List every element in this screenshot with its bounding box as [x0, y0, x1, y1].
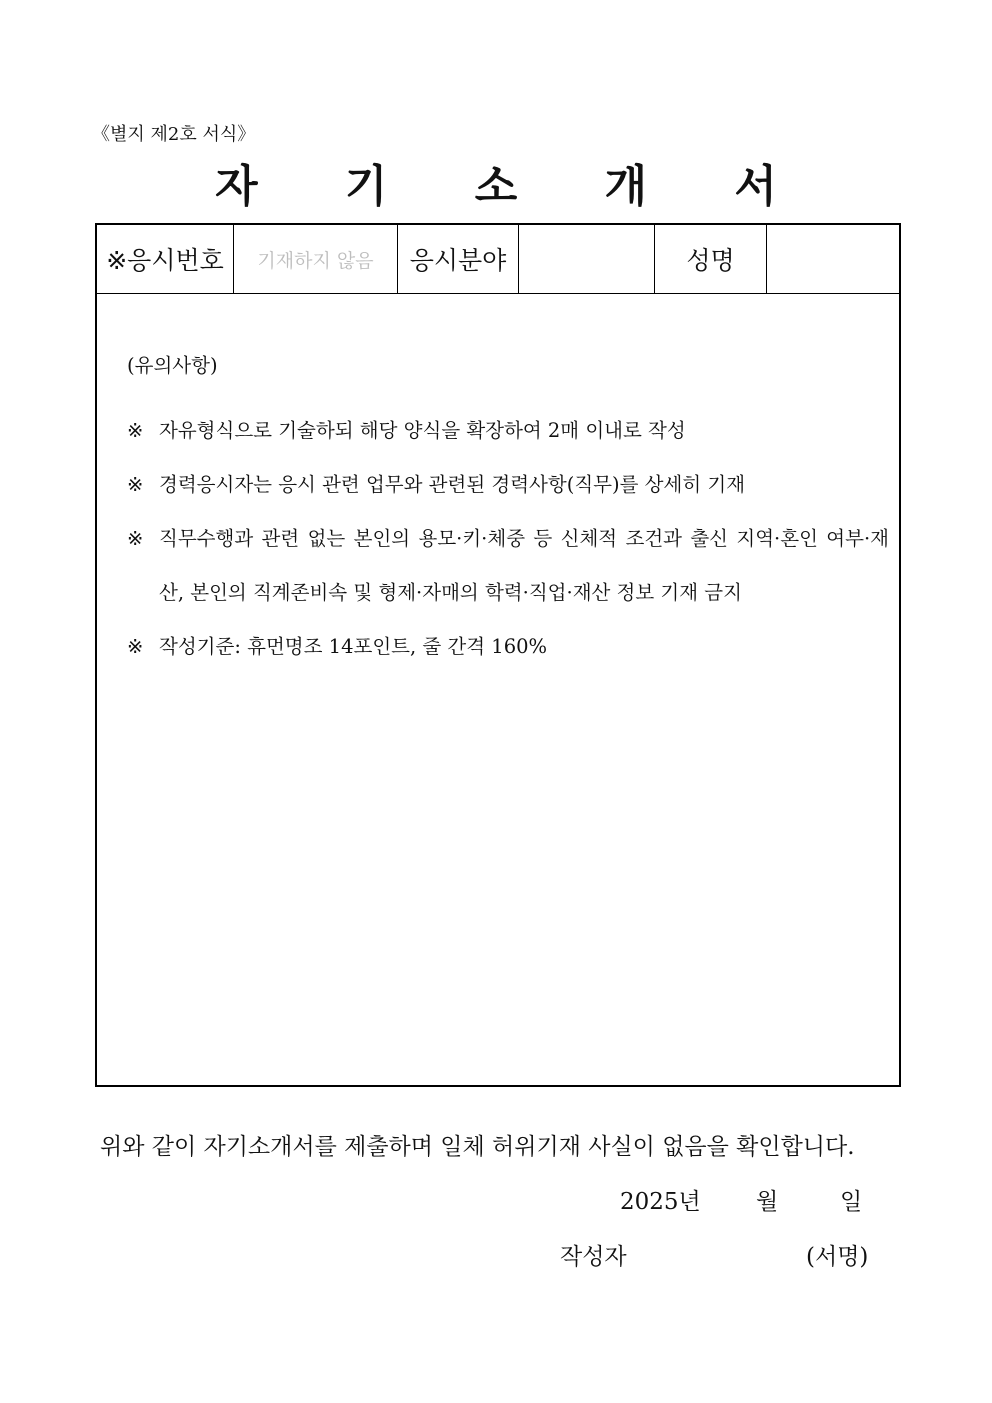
instruction-item — [127, 458, 889, 512]
reference-mark: ※ — [127, 473, 144, 496]
applicant-info-row — [97, 225, 899, 294]
reference-mark: ※ — [127, 419, 144, 442]
signer-label: 작성자 — [560, 1244, 627, 1270]
instruction-text: 자유형식으로 기술하되 해당 양식을 확장하여 2매 이내로 작성 — [159, 419, 686, 442]
reference-mark: ※ — [127, 635, 144, 658]
confirmation-statement: 위와 같이 자기소개서를 제출하며 일체 허위기재 사실이 없음을 확인합니다. — [100, 1134, 855, 1160]
reference-mark: ※ — [127, 527, 144, 550]
instructions-section — [127, 350, 889, 674]
name-input[interactable] — [767, 225, 899, 293]
field-label: 응시분야 — [398, 225, 519, 293]
instruction-text: 직무수행과 관련 없는 본인의 용모·키·체중 등 신체적 조건과 출신 지역·혼인 여부·재산, 본인의 직계존비속 및 형제·자매의 학력·직업·재산 정보 기재 금지 — [159, 527, 889, 604]
field-input[interactable] — [519, 225, 655, 293]
instruction-item — [127, 404, 889, 458]
signature-placeholder: (서명) — [806, 1244, 869, 1270]
exam-number-field: 기재하지 않음 — [234, 225, 398, 293]
exam-number-label: ※응시번호 — [97, 225, 234, 293]
instruction-text: 경력응시자는 응시 관련 업무와 관련된 경력사항(직무)를 상세히 기재 — [159, 473, 746, 496]
name-label: 성명 — [655, 225, 767, 293]
document-title: 자 기 소 개 서 — [215, 161, 813, 212]
date-year: 2025년 — [620, 1189, 701, 1215]
instructions-heading: (유의사항) — [127, 354, 218, 377]
application-form-frame — [95, 223, 901, 1087]
form-number-label: 《별지 제2호 서식》 — [92, 124, 256, 145]
date-day: 일 — [840, 1189, 863, 1215]
date-month: 월 — [756, 1189, 779, 1215]
instruction-item — [127, 512, 889, 620]
instruction-text: 작성기준: 휴먼명조 14포인트, 줄 간격 160% — [159, 635, 548, 658]
instruction-item — [127, 620, 889, 674]
